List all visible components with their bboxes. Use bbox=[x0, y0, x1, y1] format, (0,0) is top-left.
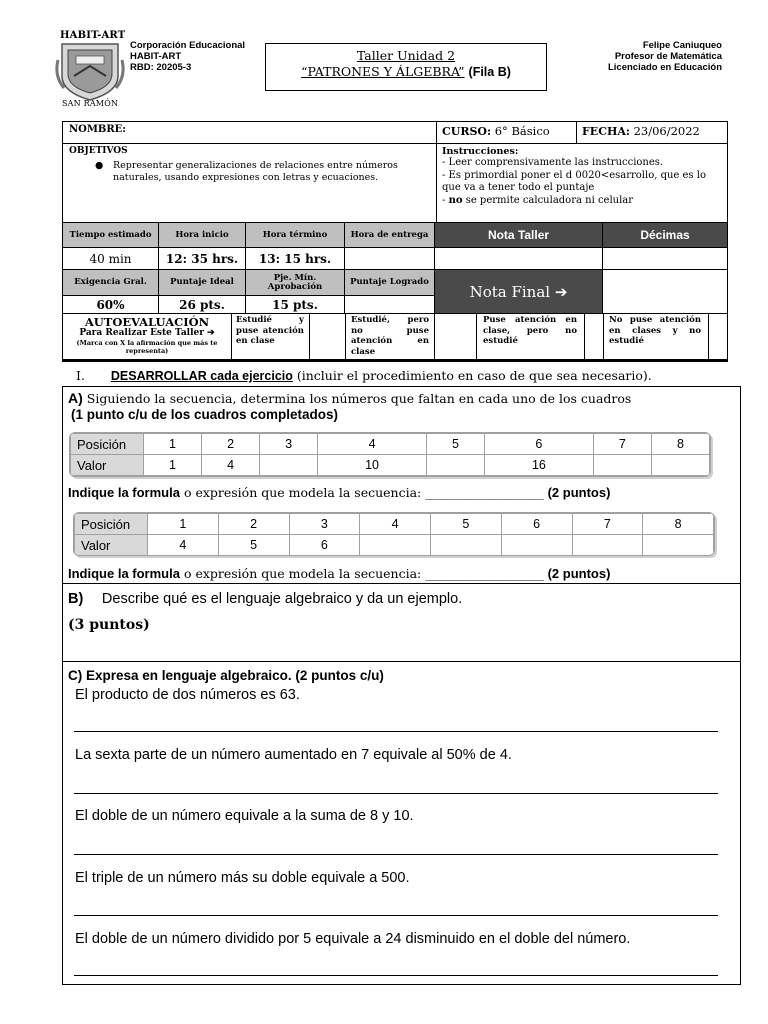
position-cell: 8 bbox=[651, 434, 709, 455]
formula-text-2[interactable]: o expresión que modela la secuencia: ___________________ bbox=[179, 566, 544, 581]
position-cell: 6 bbox=[501, 514, 572, 535]
part-c-item-2: La sexta parte de un número aumentado en 7 equivale al 50% de 4. bbox=[75, 747, 512, 763]
value-cell[interactable] bbox=[501, 535, 572, 556]
corporation-info bbox=[130, 40, 245, 73]
part-c-item-1: El producto de dos números es 63. bbox=[75, 687, 300, 703]
part-b-statement bbox=[68, 591, 462, 607]
row-label: Posición bbox=[71, 434, 144, 455]
nombre-field[interactable] bbox=[62, 121, 437, 144]
formula-label-1: Indique la formula bbox=[68, 485, 180, 500]
autoevaluacion-note: (Marca con X la afirmación que más te representa) bbox=[76, 339, 218, 355]
teacher-info bbox=[608, 40, 722, 73]
puntaje-logrado-header: Puntaje Logrado bbox=[344, 269, 435, 296]
autoeval-checkbox-4[interactable] bbox=[709, 313, 727, 360]
tiempo-value: 40 min bbox=[62, 247, 159, 270]
hora-entrega-input[interactable] bbox=[344, 247, 435, 270]
row-label: Posición bbox=[75, 514, 148, 535]
school-logo bbox=[54, 30, 126, 110]
autoeval-checkbox-2[interactable] bbox=[435, 313, 475, 360]
position-cell: 3 bbox=[260, 434, 318, 455]
autoevaluacion-title: AUTOEVALUACIÓN bbox=[84, 315, 210, 329]
value-cell[interactable] bbox=[360, 535, 431, 556]
curso-value: 6° Básico bbox=[494, 124, 550, 138]
curso-field bbox=[436, 121, 577, 144]
exigencia-value: 60% bbox=[62, 295, 159, 314]
formula-text-1[interactable]: o expresión que modela la secuencia: ___________________ bbox=[179, 485, 544, 500]
value-cell[interactable] bbox=[431, 535, 502, 556]
fecha-label: FECHA: bbox=[582, 125, 630, 138]
value-cell[interactable] bbox=[643, 535, 714, 556]
title-line1: Taller Unidad 2 bbox=[356, 48, 456, 63]
teacher-degree: Licenciado en Educación bbox=[607, 62, 722, 73]
worksheet-title bbox=[265, 43, 547, 91]
nota-final-input[interactable] bbox=[602, 269, 728, 314]
teacher-name: Felipe Caniuqueo bbox=[642, 40, 722, 51]
fecha-field bbox=[576, 121, 728, 144]
autoevaluacion-title-block bbox=[64, 316, 230, 355]
instrucciones-box bbox=[436, 143, 728, 223]
instruccion-1: - Leer comprensivamente las instrucciones. bbox=[442, 157, 664, 168]
part-a-label: A) bbox=[68, 390, 83, 406]
part-c-item-5: El doble de un número dividido por 5 equivale a 24 disminuido en el doble del número. bbox=[75, 931, 631, 947]
answer-line-5[interactable] bbox=[74, 975, 718, 976]
tiempo-header: Tiempo estimado bbox=[62, 222, 159, 248]
section-1-title: DESARROLLAR cada ejercicio bbox=[110, 369, 293, 383]
row-label: Valor bbox=[75, 535, 148, 556]
curso-label: CURSO: bbox=[442, 125, 492, 138]
part-c-item-4: El triple de un número más su doble equivale a 500. bbox=[75, 870, 410, 886]
value-cell[interactable] bbox=[651, 455, 709, 476]
part-a-statement bbox=[68, 390, 631, 407]
instruccion-3-text: se permite calculadora ni celular bbox=[462, 194, 634, 206]
autoeval-checkbox-3[interactable] bbox=[585, 313, 603, 360]
position-cell: 1 bbox=[148, 514, 219, 535]
answer-line-4[interactable] bbox=[74, 915, 718, 916]
hora-entrega-header: Hora de entrega bbox=[344, 222, 435, 248]
puntaje-ideal-value: 26 pts. bbox=[158, 295, 246, 314]
section-1-heading bbox=[76, 368, 652, 383]
autoeval-option-1: Estudié y puse atención en clase bbox=[236, 315, 304, 346]
section-1-subtitle: (incluir el procedimiento en caso de que sea necesario). bbox=[292, 368, 652, 383]
value-cell: 6 bbox=[289, 535, 360, 556]
hora-inicio-value: 12: 35 hrs. bbox=[158, 247, 246, 270]
nota-final-header: Nota Final ➔ bbox=[434, 269, 603, 314]
value-cell: 4 bbox=[202, 455, 260, 476]
value-cell[interactable] bbox=[260, 455, 318, 476]
logo-bottom-text: SAN RAMÓN bbox=[62, 99, 119, 108]
autoeval-option-4: No puse atención en clases y no estudié bbox=[609, 315, 701, 346]
pje-min-value: 15 pts. bbox=[245, 295, 345, 314]
answer-line-3[interactable] bbox=[74, 854, 718, 855]
pje-min-header: Pje. Mín. Aprobación bbox=[245, 269, 345, 296]
sequence-table-2 bbox=[73, 512, 715, 556]
hora-termino-value: 13: 15 hrs. bbox=[245, 247, 345, 270]
part-b-text: Describe qué es el lenguaje algebraico y da un ejemplo. bbox=[101, 591, 463, 607]
part-c-title: C) Expresa en lenguaje algebraico. (2 puntos c/u) bbox=[68, 668, 384, 683]
hora-inicio-header: Hora inicio bbox=[158, 222, 246, 248]
formula-label-2: Indique la formula bbox=[68, 566, 180, 581]
objetivos-box bbox=[62, 143, 437, 223]
value-row bbox=[71, 455, 710, 476]
value-cell: 10 bbox=[318, 455, 427, 476]
bullet-icon: ● bbox=[95, 160, 104, 171]
formula-prompt-1 bbox=[68, 485, 610, 501]
position-cell: 5 bbox=[431, 514, 502, 535]
objetivo-text: Representar generalizaciones de relaciones entre números naturales, usando expresiones con letras y ecuaciones. bbox=[113, 160, 398, 183]
position-row bbox=[71, 434, 710, 455]
instruccion-3-dash: - bbox=[442, 194, 449, 206]
autoeval-option-3: Puse atención en clase, pero no estudié bbox=[483, 315, 577, 346]
sequence-table-1 bbox=[69, 432, 711, 477]
position-cell: 2 bbox=[202, 434, 260, 455]
part-a-points: (1 punto c/u de los cuadros completados) bbox=[71, 407, 339, 422]
title-fila: (Fila B) bbox=[468, 65, 511, 79]
autoeval-option-2: Estudié, pero no puse atención en clase bbox=[351, 315, 429, 357]
exigencia-header: Exigencia Gral. bbox=[62, 269, 159, 296]
decimas-input[interactable] bbox=[602, 247, 728, 270]
hora-termino-header: Hora término bbox=[245, 222, 345, 248]
puntaje-logrado-input[interactable] bbox=[344, 295, 435, 314]
position-cell: 6 bbox=[485, 434, 594, 455]
row-label: Valor bbox=[71, 455, 144, 476]
title-line2: “PATRONES Y ÁLGEBRA” bbox=[301, 64, 465, 79]
corp-rbd: RBD: 20205-3 bbox=[130, 62, 192, 73]
value-cell: 1 bbox=[144, 455, 202, 476]
shield-icon bbox=[54, 30, 126, 110]
position-cell: 4 bbox=[318, 434, 427, 455]
nombre-label: NOMBRE: bbox=[69, 124, 126, 135]
nota-taller-input[interactable] bbox=[434, 247, 603, 270]
position-cell: 2 bbox=[218, 514, 289, 535]
answer-line-1[interactable] bbox=[74, 731, 718, 732]
value-cell[interactable] bbox=[593, 455, 651, 476]
position-cell: 7 bbox=[572, 514, 643, 535]
fecha-value: 23/06/2022 bbox=[633, 124, 700, 138]
formula-points-1: (2 puntos) bbox=[543, 485, 611, 500]
part-c-item-3: El doble de un número equivale a la suma de 8 y 10. bbox=[75, 808, 414, 824]
part-b-points: (3 puntos) bbox=[68, 617, 150, 633]
instrucciones-label: Instrucciones: bbox=[442, 146, 519, 157]
part-a-text: Siguiendo la secuencia, determina los números que faltan en cada uno de los cuadros bbox=[82, 391, 632, 406]
nota-taller-header: Nota Taller bbox=[434, 222, 603, 248]
answer-line-2[interactable] bbox=[74, 793, 718, 794]
position-row bbox=[75, 514, 714, 535]
teacher-role: Profesor de Matemática bbox=[614, 51, 722, 62]
puntaje-ideal-header: Puntaje Ideal bbox=[158, 269, 246, 296]
value-cell: 16 bbox=[485, 455, 594, 476]
value-cell: 5 bbox=[218, 535, 289, 556]
value-cell[interactable] bbox=[426, 455, 484, 476]
position-cell: 1 bbox=[144, 434, 202, 455]
position-cell: 5 bbox=[426, 434, 484, 455]
instruccion-2: - Es primordial poner el d 0020<esarrollo, que es lo que va a tener todo el puntaje bbox=[442, 169, 706, 193]
logo-top-text: HABIT-ART bbox=[60, 30, 126, 41]
corp-short: HABIT-ART bbox=[130, 51, 182, 62]
position-cell: 7 bbox=[593, 434, 651, 455]
section-1-roman: I. bbox=[76, 368, 85, 383]
objetivos-label: OBJETIVOS bbox=[69, 146, 128, 156]
position-cell: 4 bbox=[360, 514, 431, 535]
instruccion-3-no: no bbox=[448, 194, 463, 206]
position-cell: 3 bbox=[289, 514, 360, 535]
position-cell: 8 bbox=[643, 514, 714, 535]
decimas-header: Décimas bbox=[602, 222, 728, 248]
formula-prompt-2 bbox=[68, 566, 610, 582]
value-cell[interactable] bbox=[572, 535, 643, 556]
formula-points-2: (2 puntos) bbox=[543, 566, 611, 581]
part-b-label: B) bbox=[68, 591, 84, 607]
autoeval-checkbox-1[interactable] bbox=[310, 313, 344, 360]
value-cell: 4 bbox=[148, 535, 219, 556]
value-row bbox=[75, 535, 714, 556]
autoevaluacion-subtitle: Para Realizar Este Taller ➔ bbox=[79, 328, 215, 338]
corp-name: Corporación Educacional bbox=[130, 40, 246, 51]
